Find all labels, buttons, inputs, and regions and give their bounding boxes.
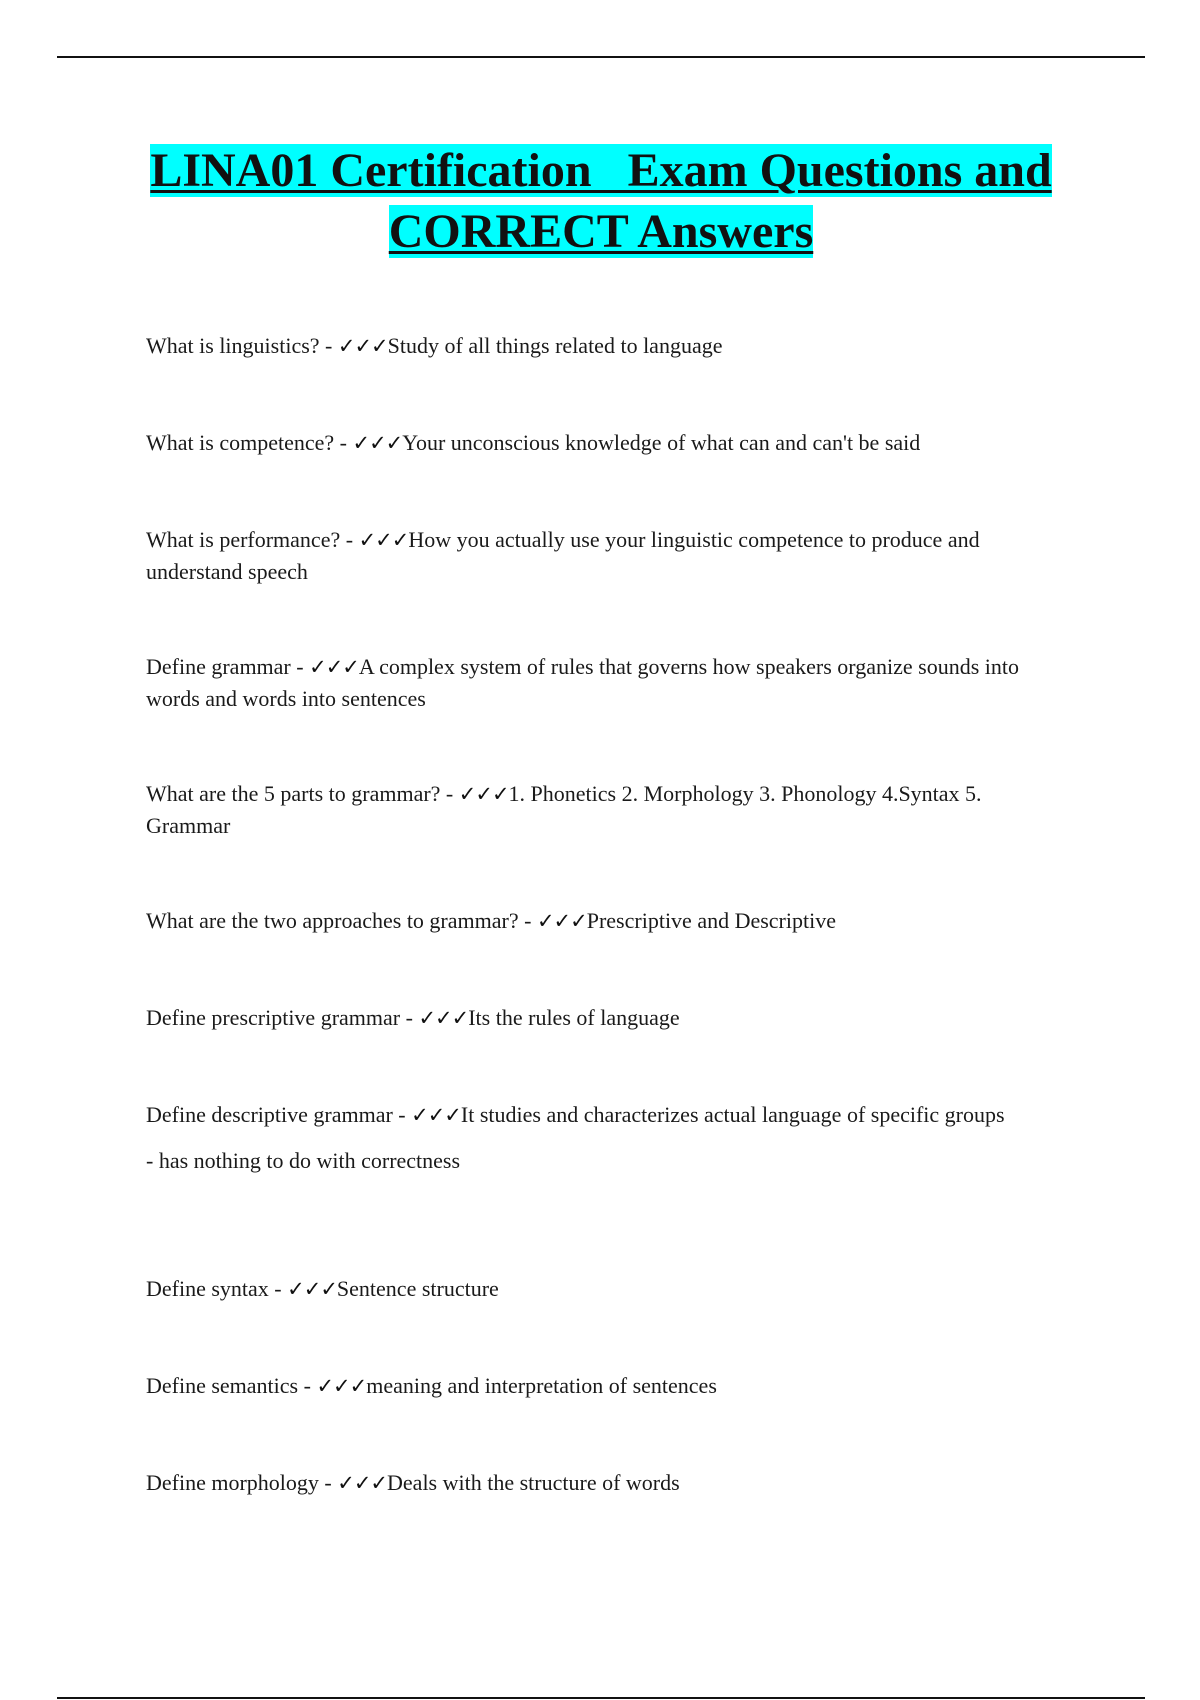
answer-text: It studies and characterizes actual language of specific groups xyxy=(460,1102,1005,1127)
check-marks-icon: ✓✓✓ xyxy=(411,1103,461,1127)
question-text: Define descriptive grammar - xyxy=(146,1102,412,1127)
qa-item xyxy=(146,1099,1056,1176)
question-text: What is performance? - xyxy=(146,527,359,552)
check-marks-icon: ✓✓✓ xyxy=(316,1374,367,1398)
check-marks-icon: ✓✓✓ xyxy=(358,528,409,552)
answer-text: meaning and interpretation of sentences xyxy=(366,1373,717,1398)
check-marks-icon: ✓✓✓ xyxy=(536,909,587,933)
check-marks-icon: ✓✓✓ xyxy=(287,1277,337,1301)
check-marks-icon: ✓✓✓ xyxy=(337,334,388,358)
question-text: What are the 5 parts to grammar? - xyxy=(146,781,459,806)
qa-item xyxy=(146,524,1056,587)
answer-note: - has nothing to do with correctness xyxy=(146,1148,461,1173)
question-text: Define morphology - xyxy=(146,1470,338,1495)
qa-item xyxy=(146,1370,1056,1402)
header-rule xyxy=(57,56,1145,58)
answer-text: Deals with the structure of words xyxy=(387,1470,680,1495)
qa-item xyxy=(146,427,1056,459)
answer-text: 1. Phonetics 2. Morphology 3. Phonology 4.Syntax 5. Grammar xyxy=(146,781,982,838)
answer-text: Your unconscious knowledge of what can and can't be said xyxy=(402,430,921,455)
answer-text: How you actually use your linguistic competence to produce and understand speech xyxy=(146,527,980,584)
qa-item xyxy=(146,905,1056,937)
question-text: What is competence? - xyxy=(146,430,353,455)
check-marks-icon: ✓✓✓ xyxy=(309,655,359,679)
answer-text: Study of all things related to language xyxy=(387,333,723,358)
check-marks-icon: ✓✓✓ xyxy=(337,1471,388,1495)
check-marks-icon: ✓✓✓ xyxy=(418,1006,469,1030)
question-text: Define grammar - xyxy=(146,654,310,679)
qa-item xyxy=(146,1467,1056,1499)
answer-text: Prescriptive and Descriptive xyxy=(586,908,836,933)
qa-item xyxy=(146,1273,1056,1305)
title-line-1: LINA01 Certification Exam Questions and xyxy=(150,144,1052,197)
page-title xyxy=(145,140,1057,262)
answer-text: A complex system of rules that governs how speakers organize sounds into words and words into sentences xyxy=(146,654,1019,711)
qa-item xyxy=(146,1002,1056,1034)
answer-text: Its the rules of language xyxy=(468,1005,680,1030)
question-text: What are the two approaches to grammar? - xyxy=(146,908,537,933)
question-text: Define prescriptive grammar - xyxy=(146,1005,419,1030)
qa-item xyxy=(146,778,1056,841)
check-marks-icon: ✓✓✓ xyxy=(458,782,509,806)
check-marks-icon: ✓✓✓ xyxy=(352,431,403,455)
question-text: What is linguistics? - xyxy=(146,333,338,358)
title-line-2: CORRECT Answers xyxy=(388,205,814,258)
qa-item xyxy=(146,330,1056,362)
answer-text: Sentence structure xyxy=(336,1276,499,1301)
question-text: Define semantics - xyxy=(146,1373,317,1398)
footer-rule xyxy=(57,1697,1145,1699)
qa-item xyxy=(146,651,1056,714)
question-text: Define syntax - xyxy=(146,1276,288,1301)
